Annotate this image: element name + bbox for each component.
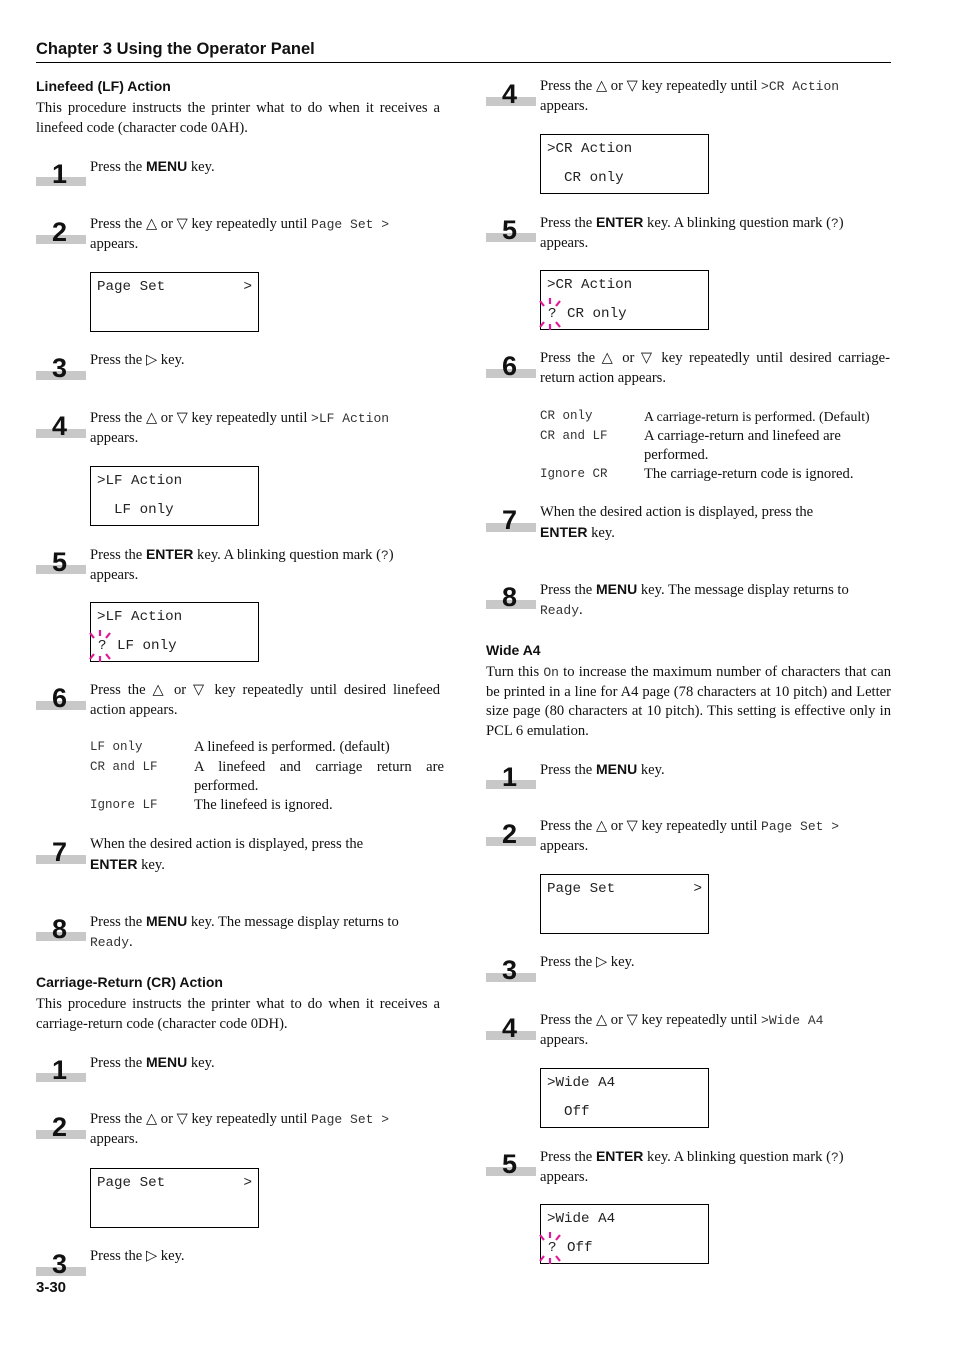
cr-lcd-page-set: Page Set > xyxy=(90,1168,259,1228)
wa4-step-2-text: Press the △ or ▽ key repeatedly until Page Set > appears. xyxy=(540,818,840,854)
wa4-step-5-number: 5 xyxy=(486,1144,536,1176)
lf-step-2-number: 2 xyxy=(36,212,86,244)
lf-step-6-text: Press the △ or ▽ key repeatedly until desired linefeed action appears. xyxy=(90,682,440,718)
lf-step-8-number: 8 xyxy=(36,909,86,941)
wa4-step-1-text: Press the MENU key. xyxy=(540,761,665,778)
cr-step-1-text: Press the MENU key. xyxy=(90,1054,215,1071)
lf-step-1-text: Press the MENU key. xyxy=(90,158,215,175)
lf-lcd-blinking: >LF Action ? LF only xyxy=(90,602,259,662)
wide-a4-heading: Wide A4 xyxy=(486,642,541,658)
wa4-lcd-blinking: >Wide A4 ? Off xyxy=(540,1204,709,1264)
wa4-step-1-number: 1 xyxy=(486,757,536,789)
lf-step-2-text: Press the △ or ▽ key repeatedly until Page Set > appears. xyxy=(90,216,390,252)
cr-heading: Carriage-Return (CR) Action xyxy=(36,974,223,990)
lf-step-7-number: 7 xyxy=(36,832,86,864)
cr-step-4-text: Press the △ or ▽ key repeatedly until >CR Action appears. xyxy=(540,78,840,114)
lf-step-3-number: 3 xyxy=(36,348,86,380)
page-number: 3-30 xyxy=(36,1279,67,1296)
lf-options-list: LF only A linefeed is performed. (default) CR and LF A linefeed and carriage return are performed. Ignore LF The linefeed is ignored. xyxy=(90,739,444,813)
cr-step-8-text: Press the MENU key. The message display returns to Ready. xyxy=(540,581,849,618)
wa4-step-4-text: Press the △ or ▽ key repeatedly until >Wide A4 appears. xyxy=(540,1012,824,1048)
cr-intro: This procedure instructs the printer what to do when it receives a carriage-return code (character code 0DH). xyxy=(36,996,440,1032)
lf-step-3-text: Press the ▷ key. xyxy=(90,352,185,368)
cr-lcd-action: >CR Action CR only xyxy=(540,134,709,194)
wa4-lcd-page-set: Page Set > xyxy=(540,874,709,934)
lf-step-7-text: When the desired action is displayed, press the ENTER key. xyxy=(90,836,364,873)
lf-step-4-text: Press the △ or ▽ key repeatedly until >LF Action appears. xyxy=(90,410,390,446)
wide-a4-intro: Turn this On to increase the maximum number of characters that can be printed in a line for A4 page (78 characters at 10 pitch) and Letter size page (80 characters at 10 pitch). This setting is effective only in PCL 6 emulation. xyxy=(486,664,891,739)
lf-heading: Linefeed (LF) Action xyxy=(36,78,171,94)
chapter-header: Chapter 3 Using the Operator Panel xyxy=(36,40,891,63)
cr-lcd-blinking: >CR Action ? CR only xyxy=(540,270,709,330)
lf-step-5-text: Press the ENTER key. A blinking question mark (?) appears. xyxy=(90,546,394,583)
cr-step-4-number: 4 xyxy=(486,74,536,106)
cr-options-list: CR only A carriage-return is performed. (Default) CR and LF A carriage-return and linefeed are performed. Ignore CR The carriage-return code is ignored. xyxy=(540,409,870,482)
cr-step-5-number: 5 xyxy=(486,210,536,242)
wa4-step-5-text: Press the ENTER key. A blinking question mark (?) appears. xyxy=(540,1148,844,1185)
wa4-step-3-number: 3 xyxy=(486,950,536,982)
lf-step-4-number: 4 xyxy=(36,406,86,438)
cr-step-8-number: 8 xyxy=(486,577,536,609)
wa4-step-4-number: 4 xyxy=(486,1008,536,1040)
wa4-lcd-action: >Wide A4 Off xyxy=(540,1068,709,1128)
lf-step-6-number: 6 xyxy=(36,678,86,710)
cr-step-6-text: Press the △ or ▽ key repeatedly until desired carriage-return action appears. xyxy=(540,350,890,386)
cr-step-3-number: 3 xyxy=(36,1244,86,1276)
lf-step-1-number: 1 xyxy=(36,154,86,186)
wa4-step-3-text: Press the ▷ key. xyxy=(540,954,635,970)
cr-step-7-text: When the desired action is displayed, press the ENTER key. xyxy=(540,504,814,541)
cr-step-7-number: 7 xyxy=(486,500,536,532)
cr-step-3-text: Press the ▷ key. xyxy=(90,1248,185,1264)
cr-step-6-number: 6 xyxy=(486,346,536,378)
lf-step-5-number: 5 xyxy=(36,542,86,574)
lf-lcd-page-set: Page Set > xyxy=(90,272,259,332)
wa4-step-2-number: 2 xyxy=(486,814,536,846)
cr-step-2-number: 2 xyxy=(36,1107,86,1139)
cr-step-2-text: Press the △ or ▽ key repeatedly until Page Set > appears. xyxy=(90,1111,390,1147)
lf-intro: This procedure instructs the printer what to do when it receives a linefeed code (character code 0AH). xyxy=(36,100,440,136)
cr-step-1-number: 1 xyxy=(36,1050,86,1082)
cr-step-5-text: Press the ENTER key. A blinking question mark (?) appears. xyxy=(540,214,844,251)
lf-lcd-action: >LF Action LF only xyxy=(90,466,259,526)
lf-step-8-text: Press the MENU key. The message display returns to Ready. xyxy=(90,913,399,950)
